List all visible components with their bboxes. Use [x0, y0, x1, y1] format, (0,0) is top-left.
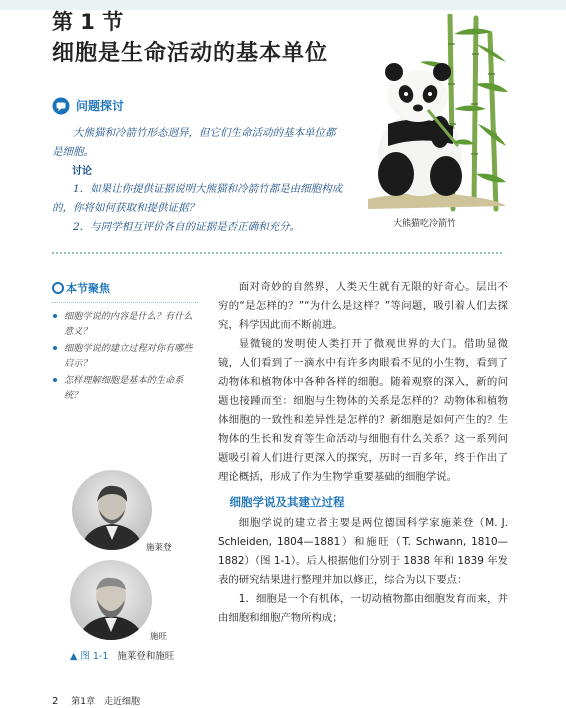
- portrait-image: [70, 560, 152, 640]
- paragraph: 细胞学说的建立者主要是两位德国科学家施莱登（M. J. Schleiden, 1804—1881）和施旺（T. Schwann, 1810—1882）（图 1-1）。后人根据他们分别于 1838 年和 1839 年发表的研究结果进行整理并加以修正，综合为以下要点：: [218, 517, 508, 586]
- paragraph: 面对奇妙的自然界，人类天生就有无限的好奇心。层出不穷的“是怎样的？”“为什么是这样？”等问题，吸引着人们去探究，科学因此而不断前进。: [218, 281, 508, 331]
- discussion-q1: 1．如果让你提供证据说明大熊猫和冷箭竹都是由细胞构成的，你将如何获取和提供证据？: [52, 183, 343, 214]
- focus-divider: [52, 302, 198, 303]
- figure-caption-text: 施莱登和施旺: [117, 651, 175, 662]
- panda-caption: 大熊猫吃冷箭竹: [393, 219, 457, 229]
- portrait-image: [72, 470, 152, 550]
- section-number: 第 1 节: [52, 10, 124, 34]
- inquiry-heading: [52, 96, 152, 116]
- figure-caption: [70, 648, 174, 662]
- section-focus-box: [52, 280, 198, 405]
- page-footer: [52, 694, 140, 707]
- section-title: 细胞是生命活动的基本单位: [52, 41, 329, 66]
- target-icon: [52, 282, 64, 294]
- inquiry-intro: 大熊猫和冷箭竹形态迥异，但它们生命活动的基本单位都是细胞。: [52, 127, 336, 158]
- discussion-q2: 2．与同学相互评价各自的证据是否正确和充分。: [73, 221, 301, 233]
- focus-item: 细胞学说的内容是什么？有什么意义？: [52, 309, 198, 339]
- focus-title-text: 本节聚焦: [66, 282, 110, 295]
- triangle-marker-icon: ▲: [70, 651, 78, 662]
- schleiden-portrait: [72, 470, 152, 550]
- figure-number: 图 1-1: [80, 651, 109, 662]
- schwann-portrait: [70, 560, 152, 640]
- focus-item: 怎样理解细胞是基本的生命系统？: [52, 373, 198, 403]
- paragraph: 显微镜的发明使人类打开了微观世界的大门。借助显微镜，人们看到了一滴水中有许多肉眼看不见的小生物，看到了动物体和植物体中各种各样的细胞。随着观察的深入，新的问题也接踵而至：细胞与生物体的关系是怎样的？动物体和植物体细胞的一致性和差异性是怎样的？新细胞是如何产生的？生物体的生长和发育等生命活动与细胞有什么关系？这一系列问题吸引着人们进行更深入的探究，历时一百多年，终于作出了理论概括，形成了作为生物学重要基础的细胞学说。: [218, 338, 508, 483]
- inquiry-title: 问题探讨: [76, 99, 125, 113]
- schleiden-label: 施莱登: [146, 543, 172, 553]
- panda-bamboo-illustration: [358, 14, 508, 214]
- speech-bubble-icon: [52, 97, 70, 115]
- subsection-heading: 细胞学说及其建立过程: [229, 495, 345, 509]
- section-divider: [52, 252, 502, 254]
- bullet-icon: [53, 314, 57, 318]
- bullet-icon: [53, 346, 57, 350]
- main-text: [218, 278, 508, 628]
- discussion-label: 讨论: [72, 166, 92, 177]
- focus-item: 细胞学说的建立过程对你有哪些启示？: [52, 341, 198, 371]
- page-number: 2: [52, 696, 59, 707]
- paragraph: 1．细胞是一个有机体，一切动植物都由细胞发育而来，并由细胞和细胞产物所构成；: [218, 593, 508, 624]
- focus-heading: [52, 280, 198, 296]
- bullet-icon: [53, 378, 57, 382]
- chapter-label: 第1章 走近细胞: [71, 697, 140, 707]
- schwann-label: 施旺: [150, 632, 168, 642]
